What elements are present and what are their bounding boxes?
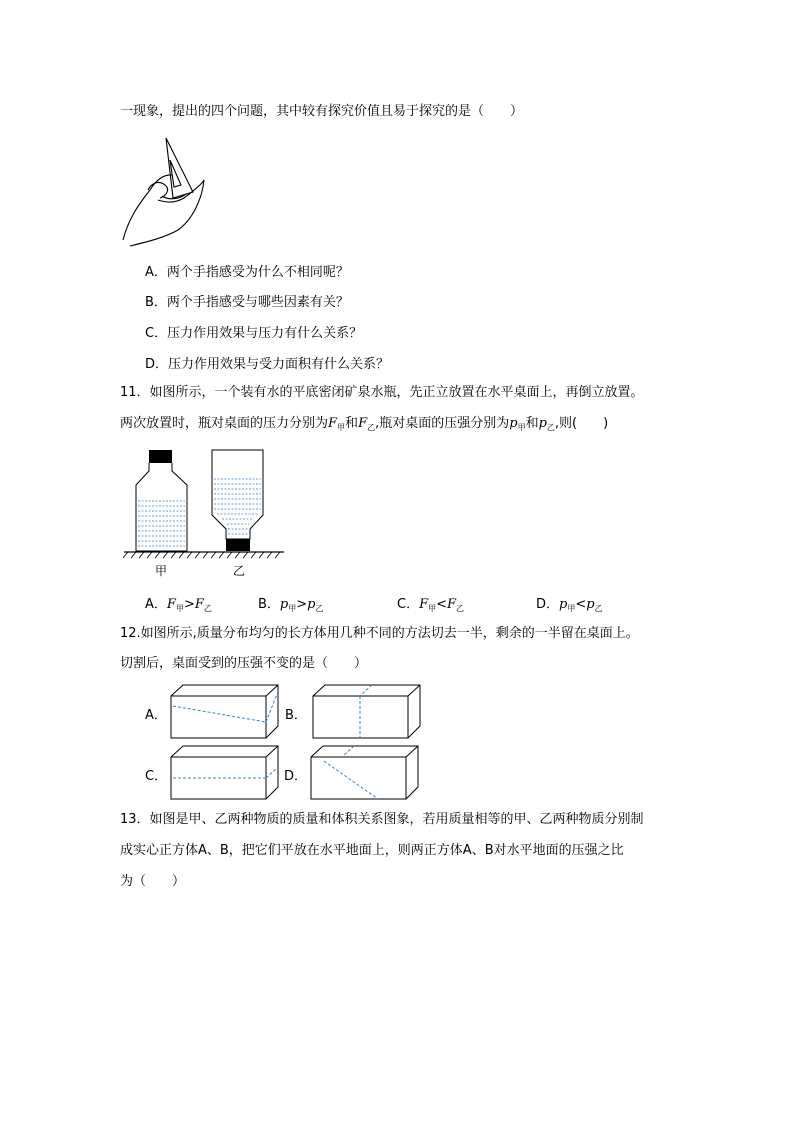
box-c-figure [170, 745, 280, 801]
q11-option-b: B．$p_甲>p_乙$ [258, 597, 324, 613]
bottle-label-yi: 乙 [233, 564, 246, 578]
q12-label-b: B． [285, 708, 307, 723]
box-b-figure [312, 684, 422, 740]
q11-stem-line1: 11．如图所示，一个装有水的平底密闭矿泉水瓶，先正立放置在水平桌面上，再倒立放置。 [120, 385, 644, 400]
q12-stem-line2: 切割后，桌面受到的压强不变的是（ ） [120, 656, 368, 671]
q10-option-b: B．两个手指感受与哪些因素有关？ [145, 295, 349, 310]
q13-stem-line3: 为（ ） [120, 874, 186, 889]
q11-option-a: A．$F_甲>F_乙$ [145, 597, 212, 613]
bottle-label-jia: 甲 [155, 564, 168, 578]
q10-option-a: A．两个手指感受为什么不相同呢？ [145, 265, 349, 280]
q12-label-a: A． [145, 708, 167, 723]
q13-stem-line1: 13．如图是甲、乙两种物质的质量和体积关系图象，若用质量相等的甲、乙两种物质分别制 [120, 812, 644, 827]
q11-option-c: C．$F_甲<F_乙$ [397, 597, 465, 613]
q10-stem-tail: 一现象，提出的四个问题，其中较有探究价值且易于探究的是（ ） [120, 104, 524, 119]
q10-option-d: D．压力作用效果与受力面积有什么关系？ [145, 357, 390, 372]
box-a-figure [170, 684, 280, 740]
bottles-figure [120, 445, 290, 580]
q12-label-d: D． [284, 769, 308, 784]
q11-option-d: D．$p_甲<p_乙$ [536, 597, 603, 613]
q10-option-c: C．压力作用效果与压力有什么关系？ [145, 326, 363, 341]
q12-stem-line1: 12.如图所示,质量分布均匀的长方体用几种不同的方法切去一半，剩余的一半留在桌面上。 [120, 626, 639, 641]
q11-stem-line2: 两次放置时，瓶对桌面的压力分别为$F_甲$和$F_乙$,瓶对桌面的压强分别为$p_甲$和$p_乙$,则( ) [120, 416, 609, 432]
box-d-figure [310, 745, 420, 801]
hand-ruler-figure [118, 130, 208, 250]
q13-stem-line2: 成实心正方体A、B，把它们平放在水平地面上，则两正方体A、B对水平地面的压强之比 [120, 843, 624, 858]
q12-label-c: C． [145, 769, 168, 784]
